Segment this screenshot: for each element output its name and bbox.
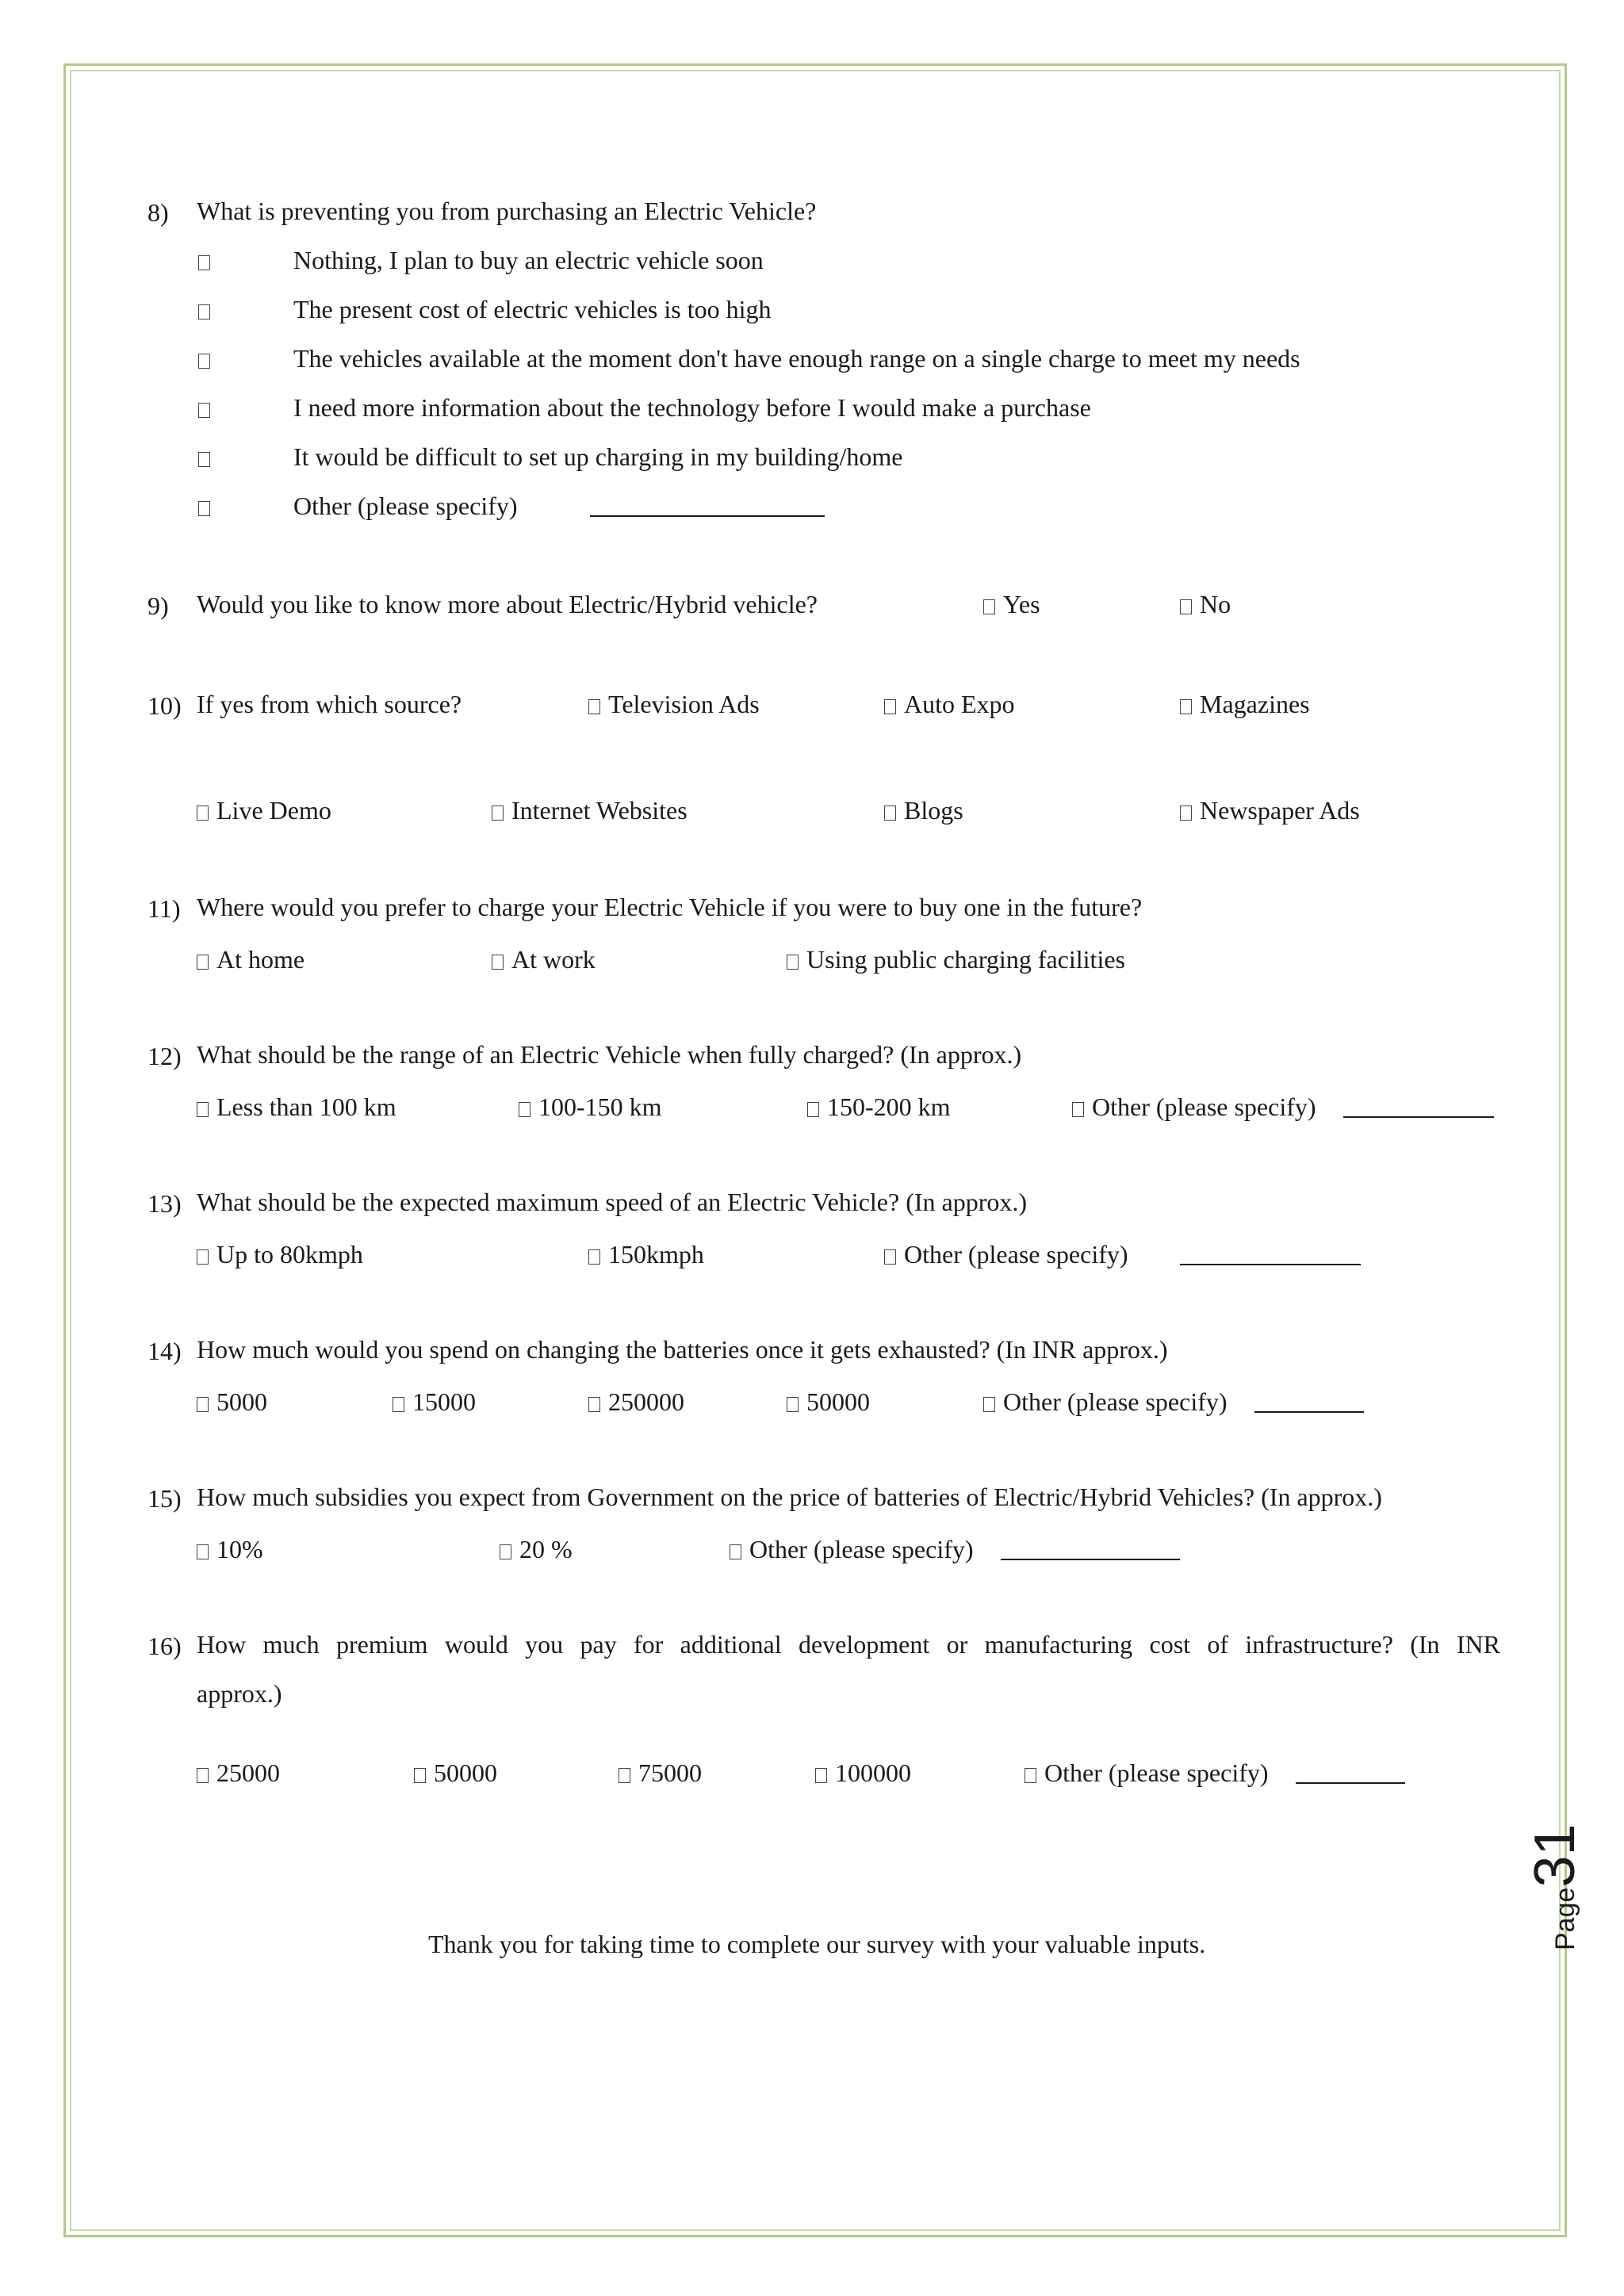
q14-option-3-label: 250000: [608, 1387, 684, 1416]
q10-option-3[interactable]: [1180, 691, 1310, 717]
q10-option-5[interactable]: [492, 798, 688, 823]
checkbox-icon: [730, 1544, 741, 1559]
checkbox-icon: [492, 955, 504, 970]
q11-question: Where would you prefer to charge your Electric Vehicle if you were to buy one in the future?: [197, 893, 1143, 921]
checkbox-icon: [1180, 599, 1192, 614]
q8-other-blank[interactable]: [590, 493, 825, 519]
checkbox-icon: [807, 1102, 819, 1117]
q13-number: 13): [147, 1189, 182, 1218]
checkbox-icon: [787, 1397, 799, 1412]
q12-option-4[interactable]: [1072, 1094, 1316, 1119]
q9-option-no[interactable]: [1180, 591, 1231, 617]
q14-option-5-label: Other (please specify): [1003, 1387, 1228, 1416]
q10-number: 10): [147, 691, 182, 720]
checkbox-icon: [198, 452, 210, 467]
q14-option-5[interactable]: [983, 1389, 1228, 1414]
checkbox-icon: [588, 699, 600, 714]
q8-option-6: Other (please specify): [293, 492, 518, 520]
q10-option-5-label: Internet Websites: [511, 796, 688, 825]
q16-other-blank[interactable]: [1296, 1760, 1405, 1785]
q16-option-4[interactable]: [815, 1760, 911, 1785]
q10-option-4[interactable]: [197, 798, 331, 823]
checkbox-icon: [198, 255, 210, 270]
q14-option-4[interactable]: [787, 1389, 870, 1414]
q12-option-4-label: Other (please specify): [1092, 1093, 1316, 1121]
q11-option-1[interactable]: [197, 947, 304, 972]
checkbox-icon: [519, 1102, 530, 1117]
q16-question-line-2: approx.): [197, 1679, 282, 1708]
q15-option-1[interactable]: [197, 1536, 263, 1562]
q16-option-3-label: 75000: [638, 1758, 702, 1787]
q12-number: 12): [147, 1042, 182, 1070]
q16-number: 16): [147, 1632, 182, 1660]
q12-option-2[interactable]: [519, 1094, 662, 1119]
q16-option-2[interactable]: [414, 1760, 497, 1785]
checkbox-icon: [884, 1249, 896, 1265]
q8-checkbox-1[interactable]: [198, 247, 218, 273]
q14-option-1[interactable]: [197, 1389, 267, 1414]
checkbox-icon: [197, 955, 209, 970]
q9-option-no-label: No: [1200, 590, 1231, 618]
checkbox-icon: [588, 1397, 600, 1412]
q8-option-2: The present cost of electric vehicles is too high: [293, 295, 772, 323]
q8-question: What is preventing you from purchasing an Electric Vehicle?: [197, 197, 817, 225]
q12-option-2-label: 100-150 km: [538, 1093, 662, 1121]
checkbox-icon: [619, 1768, 630, 1783]
checkbox-icon: [492, 806, 504, 821]
q10-option-4-label: Live Demo: [216, 796, 331, 825]
q9-question: Would you like to know more about Electric/Hybrid vehicle?: [197, 590, 818, 618]
q13-option-3-label: Other (please specify): [904, 1240, 1128, 1269]
checkbox-icon: [198, 403, 210, 418]
q15-number: 15): [147, 1484, 182, 1513]
q13-option-2[interactable]: [588, 1242, 704, 1267]
checkbox-icon: [197, 1397, 209, 1412]
q10-option-7-label: Newspaper Ads: [1200, 796, 1360, 825]
q15-option-2[interactable]: [500, 1536, 573, 1562]
q8-checkbox-4[interactable]: [198, 395, 218, 420]
checkbox-icon: [884, 806, 896, 821]
checkbox-icon: [414, 1768, 426, 1783]
q8-number: 8): [147, 198, 169, 227]
q9-option-yes[interactable]: [983, 591, 1040, 617]
q8-checkbox-5[interactable]: [198, 444, 218, 469]
page-number-value: 31: [1523, 1823, 1587, 1888]
q13-option-2-label: 150kmph: [608, 1240, 704, 1269]
q10-option-6[interactable]: [884, 798, 963, 823]
q14-number: 14): [147, 1337, 182, 1365]
q10-option-1-label: Television Ads: [608, 690, 760, 718]
checkbox-icon: [1180, 806, 1192, 821]
q9-option-yes-label: Yes: [1003, 590, 1040, 618]
checkbox-icon: [983, 1397, 995, 1412]
q14-option-4-label: 50000: [806, 1387, 870, 1416]
q16-option-3[interactable]: [619, 1760, 702, 1785]
q15-option-2-label: 20 %: [519, 1535, 573, 1563]
q13-option-1[interactable]: [197, 1242, 363, 1267]
q11-number: 11): [147, 894, 181, 923]
q12-question: What should be the range of an Electric Vehicle when fully charged? (In approx.): [197, 1040, 1022, 1069]
checkbox-icon: [787, 955, 799, 970]
q9-number: 9): [147, 591, 169, 620]
q14-option-2[interactable]: [393, 1389, 476, 1414]
q8-option-5: It would be difficult to set up charging in my building/home: [293, 442, 903, 471]
q8-option-1: Nothing, I plan to buy an electric vehicle soon: [293, 246, 764, 274]
q13-option-1-label: Up to 80kmph: [216, 1240, 363, 1269]
q15-option-3[interactable]: [730, 1536, 974, 1562]
checkbox-icon: [198, 501, 210, 516]
q15-other-blank[interactable]: [1001, 1536, 1180, 1562]
q16-option-5-label: Other (please specify): [1044, 1758, 1269, 1787]
q10-question: If yes from which source?: [197, 690, 462, 718]
checkbox-icon: [197, 806, 209, 821]
checkbox-icon: [198, 354, 210, 369]
checkbox-icon: [815, 1768, 827, 1783]
checkbox-icon: [983, 599, 995, 614]
q11-option-2[interactable]: [492, 947, 596, 972]
q16-option-1-label: 25000: [216, 1758, 280, 1787]
checkbox-icon: [1025, 1768, 1036, 1783]
q16-option-1[interactable]: [197, 1760, 280, 1785]
q8-checkbox-6[interactable]: [198, 493, 218, 519]
q15-option-3-label: Other (please specify): [749, 1535, 974, 1563]
checkbox-icon: [588, 1249, 600, 1265]
q16-question-line-1: How much premium would you pay for additional development or manufacturing cost of infrastructure? (In INR: [197, 1630, 1500, 1659]
q11-option-2-label: At work: [511, 945, 596, 974]
q11-option-3[interactable]: [787, 947, 1125, 972]
q10-option-2-label: Auto Expo: [904, 690, 1015, 718]
q11-option-1-label: At home: [216, 945, 305, 974]
q12-option-1[interactable]: [197, 1094, 396, 1119]
q10-option-6-label: Blogs: [904, 796, 963, 825]
q14-other-blank[interactable]: [1254, 1389, 1364, 1414]
q16-option-4-label: 100000: [835, 1758, 911, 1787]
q8-option-3: The vehicles available at the moment don't have enough range on a single charge to meet my needs: [293, 344, 1300, 373]
q10-option-2[interactable]: [884, 691, 1015, 717]
q16-option-2-label: 50000: [434, 1758, 497, 1787]
q15-question: How much subsidies you expect from Government on the price of batteries of Electric/Hybrid Vehicles? (In approx.): [197, 1483, 1382, 1511]
thank-you-note: Thank you for taking time to complete our survey with your valuable inputs.: [428, 1930, 1206, 1958]
checkbox-icon: [197, 1768, 209, 1783]
q14-question: How much would you spend on changing the batteries once it gets exhausted? (In INR approx.): [197, 1335, 1168, 1364]
q10-option-1[interactable]: [588, 691, 760, 717]
q14-option-2-label: 15000: [412, 1387, 476, 1416]
q15-option-1-label: 10%: [216, 1535, 263, 1563]
q8-option-4: I need more information about the technology before I would make a purchase: [293, 393, 1091, 422]
q16-option-5[interactable]: [1025, 1760, 1269, 1785]
q12-option-3[interactable]: [807, 1094, 951, 1119]
q13-other-blank[interactable]: [1180, 1242, 1361, 1267]
checkbox-icon: [1180, 699, 1192, 714]
checkbox-icon: [1072, 1102, 1084, 1117]
q11-option-3-label: Using public charging facilities: [806, 945, 1125, 974]
checkbox-icon: [198, 304, 210, 320]
checkbox-icon: [197, 1249, 209, 1265]
q10-option-3-label: Magazines: [1200, 690, 1310, 718]
q13-option-3[interactable]: [884, 1242, 1128, 1267]
q12-option-3-label: 150-200 km: [827, 1093, 951, 1121]
checkbox-icon: [884, 699, 896, 714]
checkbox-icon: [197, 1544, 209, 1559]
q10-option-7[interactable]: [1180, 798, 1360, 823]
q13-question: What should be the expected maximum speed of an Electric Vehicle? (In approx.): [197, 1188, 1028, 1216]
checkbox-icon: [500, 1544, 511, 1559]
q12-other-blank[interactable]: [1343, 1094, 1494, 1119]
checkbox-icon: [197, 1102, 209, 1117]
checkbox-icon: [393, 1397, 404, 1412]
q8-checkbox-2[interactable]: [198, 297, 218, 322]
q12-option-1-label: Less than 100 km: [216, 1093, 396, 1121]
page-word: Page: [1550, 1887, 1580, 1950]
q14-option-3[interactable]: [588, 1389, 684, 1414]
page-number: [1522, 1824, 1588, 1951]
q14-option-1-label: 5000: [216, 1387, 267, 1416]
q8-checkbox-3[interactable]: [198, 346, 218, 371]
